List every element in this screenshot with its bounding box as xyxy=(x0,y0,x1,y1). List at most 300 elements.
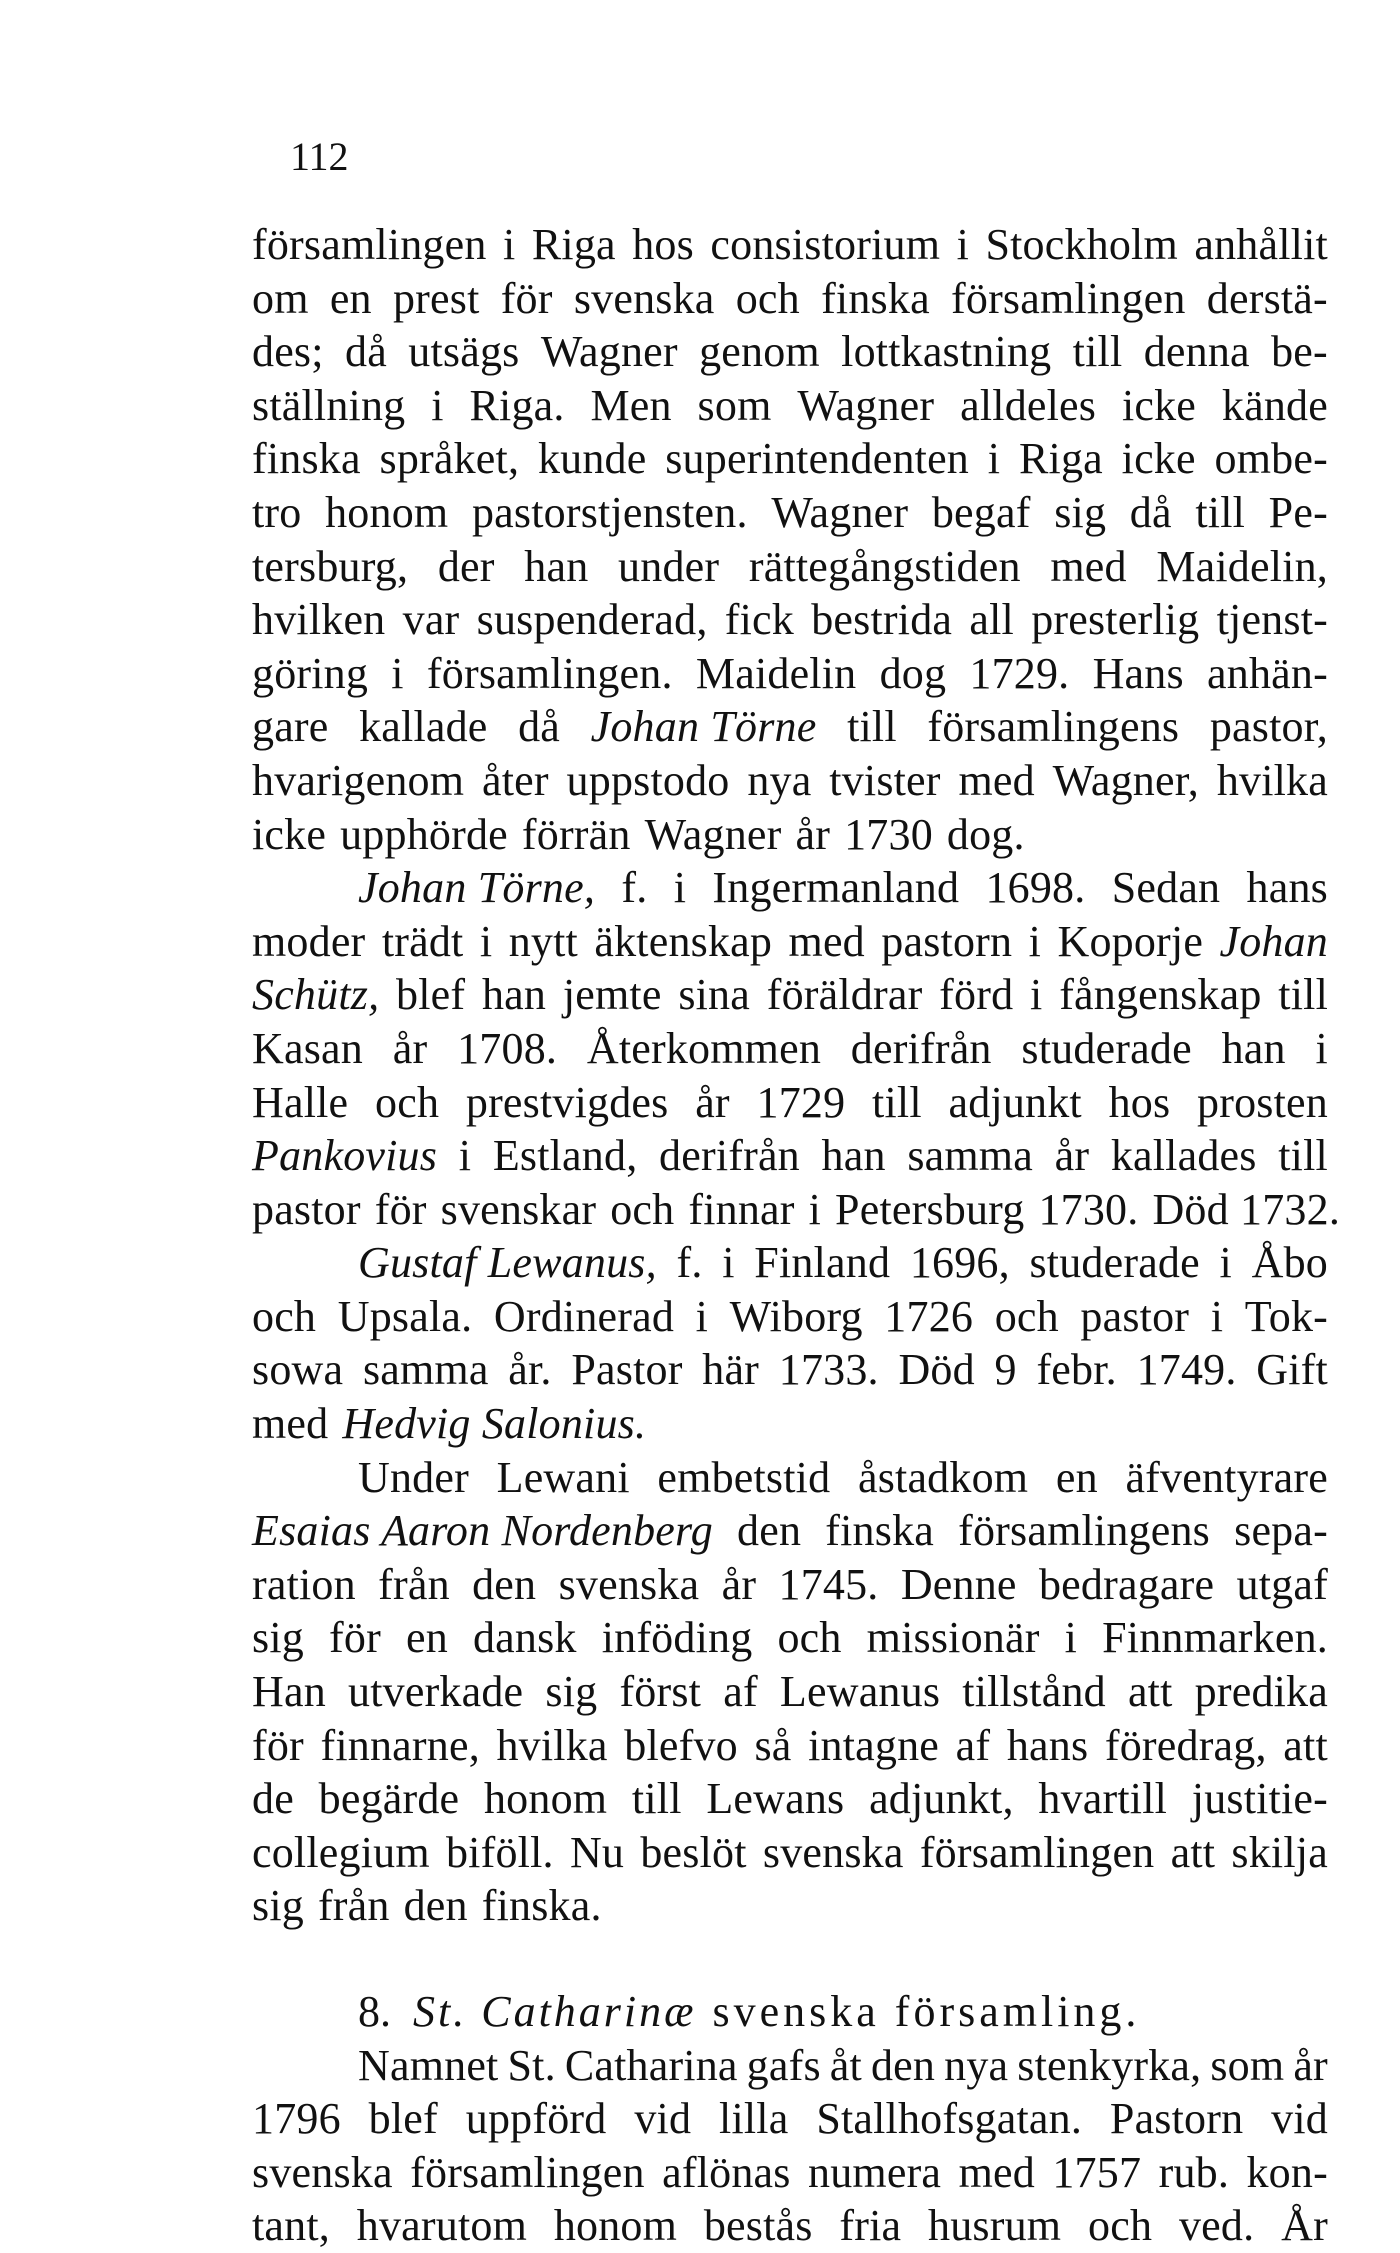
word: ställning xyxy=(252,380,406,430)
word: bestrida xyxy=(811,595,953,645)
section-saint-name: St. Catharinæ xyxy=(413,1987,697,2036)
word: studerade xyxy=(1021,1023,1192,1073)
paragraph-block-2 xyxy=(252,2039,1328,2253)
word: finska xyxy=(825,1506,935,1556)
word: församlingen xyxy=(410,2147,645,2197)
word: från xyxy=(378,1559,450,1609)
word: hos xyxy=(1108,1077,1171,1127)
word: utsägs xyxy=(408,327,520,377)
word: till xyxy=(1072,327,1123,377)
word: ombe- xyxy=(1214,434,1328,484)
word: han xyxy=(481,970,547,1020)
word: hans xyxy=(1006,1720,1089,1770)
word: i xyxy=(479,916,493,966)
word: collegium xyxy=(252,1827,430,1877)
word: Ingermanland xyxy=(712,863,960,913)
word: fick xyxy=(724,595,794,645)
word: Esaias Aaron Nordenberg xyxy=(252,1506,713,1556)
word: prest xyxy=(392,273,480,323)
word: anhållit xyxy=(1194,220,1328,269)
word: biföll. xyxy=(445,1827,554,1877)
word: moder xyxy=(252,916,366,966)
word: förrän xyxy=(521,809,631,859)
word: med xyxy=(788,916,865,966)
word: intagne xyxy=(808,1720,940,1770)
word: bestås xyxy=(703,2201,813,2251)
word: under xyxy=(618,541,720,591)
word: blefvo xyxy=(624,1720,738,1770)
word: så xyxy=(754,1720,792,1770)
word: sig xyxy=(252,1881,304,1931)
word: i xyxy=(1219,1238,1232,1288)
word: vid xyxy=(634,2094,692,2144)
word: församlingens xyxy=(958,1506,1211,1556)
word: i xyxy=(431,380,444,430)
word: Schütz, xyxy=(252,970,380,1020)
word: Återkommen xyxy=(586,1023,822,1073)
word: tjenst- xyxy=(1216,595,1328,645)
word: i xyxy=(458,1131,472,1181)
word: kände xyxy=(1221,380,1328,430)
word: 1698. xyxy=(985,863,1086,913)
word: upphörde xyxy=(340,809,508,859)
word: Stallhofsgatan. xyxy=(816,2094,1083,2144)
word: honom xyxy=(325,487,449,537)
word: svenska xyxy=(762,1827,904,1877)
word: svenskar xyxy=(440,1184,597,1234)
word: adjunkt, xyxy=(869,1774,1014,1824)
word: adjunkt xyxy=(948,1077,1082,1127)
word: f. xyxy=(676,1238,703,1288)
word: Pankovius xyxy=(252,1131,438,1181)
word: presterlig xyxy=(1031,595,1200,645)
word: Catharina xyxy=(564,2040,738,2090)
word: Upsala. xyxy=(337,1291,473,1341)
word: sepa- xyxy=(1234,1506,1328,1556)
word: des; xyxy=(252,327,324,377)
word: de xyxy=(252,1774,294,1824)
word: Wagner xyxy=(797,380,935,430)
text-line xyxy=(252,915,1328,969)
word: rub. xyxy=(1158,2147,1230,2197)
word: Under xyxy=(358,1452,469,1502)
word: hvarutom xyxy=(356,2201,528,2251)
word: göring xyxy=(252,648,369,698)
word: fria xyxy=(839,2201,902,2251)
word: missionär xyxy=(866,1613,1040,1663)
word: dansk xyxy=(472,1613,577,1663)
word: för xyxy=(329,1613,381,1663)
text-line xyxy=(252,1022,1328,1076)
word: år xyxy=(795,809,831,859)
text-line xyxy=(252,218,1328,272)
word: kunde xyxy=(537,434,647,484)
word: af xyxy=(955,1720,991,1770)
word: år xyxy=(695,1077,730,1127)
word: som xyxy=(697,380,772,430)
word: honom xyxy=(483,1774,608,1824)
word: anhän- xyxy=(1207,648,1328,698)
word: församlingen xyxy=(951,273,1186,323)
word: jemte xyxy=(562,970,662,1020)
word: och xyxy=(735,273,800,323)
word: Pastorn xyxy=(1109,2094,1244,2144)
word: 1796 xyxy=(252,2094,341,2144)
word: Gift xyxy=(1256,1345,1328,1395)
word: i xyxy=(673,863,687,913)
word: en xyxy=(405,1613,448,1663)
word: Kasan xyxy=(252,1023,363,1073)
word: stenkyrka, xyxy=(1017,2040,1202,2090)
text-line xyxy=(252,1451,1328,1505)
word: aflönas xyxy=(662,2147,791,2197)
word: Lewanus xyxy=(779,1667,941,1717)
word: han xyxy=(1221,1023,1286,1073)
word: föräldrar xyxy=(766,970,923,1020)
text-line xyxy=(252,1558,1328,1612)
word: Finland xyxy=(754,1238,891,1288)
word: fångenskap xyxy=(1059,970,1262,1020)
word: finnar xyxy=(688,1184,795,1234)
word: prosten xyxy=(1197,1077,1328,1127)
word: då xyxy=(518,702,561,752)
word: lilla xyxy=(719,2094,789,2144)
word: Wagner, xyxy=(1052,755,1199,805)
word: år xyxy=(1054,1131,1090,1181)
word: Han xyxy=(252,1667,326,1717)
word: att xyxy=(1170,1827,1216,1877)
word: Namnet xyxy=(358,2040,499,2090)
word: församlingen. xyxy=(426,648,673,698)
text-line xyxy=(252,379,1328,433)
text-line xyxy=(252,968,1328,1022)
word: med xyxy=(958,755,1035,805)
word: den xyxy=(403,1881,468,1931)
word: för xyxy=(374,1184,427,1234)
word: Denne xyxy=(900,1559,1017,1609)
word: finska xyxy=(252,434,361,484)
word: år. xyxy=(508,1345,552,1395)
word: numera xyxy=(808,2147,942,2197)
text-line xyxy=(252,1826,1328,1880)
word: Wiborg xyxy=(729,1291,863,1341)
word: Lewans xyxy=(706,1774,845,1824)
word: Riga. xyxy=(469,380,565,430)
text-line xyxy=(252,1343,1328,1397)
word: sowa xyxy=(252,1345,344,1395)
word: svenska xyxy=(573,273,715,323)
word: han xyxy=(524,541,589,591)
word: med xyxy=(252,1399,329,1449)
paragraph-block-1 xyxy=(252,218,1341,1933)
word: till xyxy=(1278,1131,1328,1181)
word: pastor xyxy=(252,1184,361,1234)
word: som xyxy=(1210,2040,1285,2090)
word: nytt xyxy=(508,916,578,966)
word: församlingens xyxy=(927,702,1180,752)
word: pastorn xyxy=(881,916,1013,966)
word: finska xyxy=(821,273,930,323)
word: Finnmarken. xyxy=(1102,1613,1328,1663)
word: Pe- xyxy=(1268,487,1328,537)
word: nya xyxy=(747,755,812,805)
word: till xyxy=(872,1077,922,1127)
word: sig xyxy=(1054,487,1107,537)
text-line xyxy=(252,808,1328,862)
word: en xyxy=(1055,1452,1098,1502)
word: icke xyxy=(1121,434,1196,484)
word: kallades xyxy=(1110,1131,1257,1181)
word: 1757 xyxy=(1052,2147,1142,2197)
word: församlingen xyxy=(919,1827,1155,1877)
word: tro xyxy=(252,487,302,537)
word: pastor xyxy=(1080,1291,1190,1341)
word: embetstid xyxy=(657,1452,831,1502)
word: hvilka xyxy=(496,1720,608,1770)
text-line xyxy=(252,1611,1328,1665)
word: Hedvig Salonius. xyxy=(342,1399,647,1449)
word: i xyxy=(503,220,516,269)
word: derifrån xyxy=(850,1023,992,1073)
word: i xyxy=(956,220,969,269)
word: hvilken xyxy=(252,595,386,645)
word: utverkade xyxy=(348,1667,524,1717)
word: i xyxy=(695,1291,709,1341)
body-text xyxy=(252,218,1341,2253)
word: från xyxy=(317,1881,390,1931)
word: tvister xyxy=(829,755,941,805)
word: Koporje xyxy=(1057,916,1204,966)
word: uppstodo xyxy=(566,755,730,805)
word: prestvigdes xyxy=(465,1077,669,1127)
word: pastorstjensten. xyxy=(471,487,748,537)
word: begärde xyxy=(318,1774,460,1824)
word: Maidelin, xyxy=(1156,541,1328,591)
word: finnarne, xyxy=(320,1720,480,1770)
text-line xyxy=(252,540,1328,594)
text-line xyxy=(252,1665,1328,1719)
text-line xyxy=(252,1129,1328,1183)
word: då xyxy=(345,327,387,377)
word: Tok- xyxy=(1244,1291,1328,1341)
word: Ordinerad xyxy=(493,1291,675,1341)
word: der xyxy=(437,541,495,591)
word: samma xyxy=(907,1131,1033,1181)
text-line xyxy=(252,1504,1328,1558)
word: skilja xyxy=(1231,1827,1328,1877)
word: år xyxy=(1293,2040,1328,2090)
word: den xyxy=(472,1559,537,1609)
word: Petersburg xyxy=(835,1184,1025,1234)
word: 1729. xyxy=(969,648,1070,698)
word: År xyxy=(1281,2201,1328,2251)
word: med xyxy=(1050,541,1127,591)
word: för xyxy=(252,1720,304,1770)
word: pastor, xyxy=(1209,702,1328,752)
word: här xyxy=(702,1345,760,1395)
word: af xyxy=(723,1667,758,1717)
word: ration xyxy=(252,1559,356,1609)
word: justitie- xyxy=(1191,1774,1328,1824)
word: samma xyxy=(362,1345,489,1395)
word: sig xyxy=(252,1613,304,1663)
word: hvarigenom xyxy=(252,755,465,805)
word: bedragare xyxy=(1038,1559,1215,1609)
word: kallade xyxy=(359,702,488,752)
word: hvilka xyxy=(1216,755,1328,805)
word: föredrag, xyxy=(1104,1720,1267,1770)
word: en xyxy=(329,273,372,323)
word: hos xyxy=(632,220,694,269)
word: sig xyxy=(545,1667,598,1717)
text-line xyxy=(252,272,1328,326)
word: gare xyxy=(252,702,329,752)
text-line xyxy=(252,700,1328,754)
section-title-rest: svenska församling. xyxy=(712,1987,1141,2036)
word: i xyxy=(987,434,1001,484)
word: Sedan xyxy=(1111,863,1221,913)
word: inföding xyxy=(601,1613,753,1663)
word: att xyxy=(1283,1720,1328,1770)
word: för xyxy=(500,273,553,323)
word: St. xyxy=(507,2040,556,2090)
word: 1749. xyxy=(1136,1345,1237,1395)
word: Nu xyxy=(569,1827,625,1877)
word: Wagner xyxy=(644,809,782,859)
text-line xyxy=(252,1183,1341,1237)
word: i xyxy=(1064,1613,1078,1663)
word: i xyxy=(1030,970,1043,1020)
word: Stockholm xyxy=(985,220,1178,269)
text-line xyxy=(252,1772,1328,1826)
word: i xyxy=(1028,916,1042,966)
word: icke xyxy=(252,809,327,859)
word: Lewani xyxy=(496,1452,630,1502)
word: sina xyxy=(678,970,750,1020)
word: då xyxy=(1129,487,1172,537)
word: Johan xyxy=(1219,916,1328,966)
word: år xyxy=(392,1023,428,1073)
text-line xyxy=(252,647,1328,701)
word: Wagner xyxy=(771,487,909,537)
text-line xyxy=(252,432,1328,486)
word: till xyxy=(847,702,897,752)
word: och xyxy=(375,1077,440,1127)
word: 1733. xyxy=(778,1345,879,1395)
word: åter xyxy=(481,755,549,805)
section-gap xyxy=(252,1933,1328,1985)
word: den xyxy=(737,1506,802,1556)
word: i xyxy=(808,1184,822,1234)
word: språket, xyxy=(379,434,520,484)
word: 1726 xyxy=(884,1291,974,1341)
word: husrum xyxy=(928,2201,1062,2251)
word: utgaf xyxy=(1236,1559,1328,1609)
word: Wagner xyxy=(540,327,678,377)
word: rättegångstiden xyxy=(748,541,1021,591)
word: predika xyxy=(1194,1667,1328,1717)
word: förd xyxy=(939,970,1014,1020)
word: Johan Törne, xyxy=(358,863,596,913)
word: Estland, xyxy=(492,1131,638,1181)
word: kon- xyxy=(1246,2147,1328,2197)
word: 1708. xyxy=(457,1023,558,1073)
text-line xyxy=(252,1397,1328,1451)
word: alldeles xyxy=(960,380,1097,430)
text-line xyxy=(252,861,1328,915)
word: trädt xyxy=(381,916,464,966)
word: honom xyxy=(553,2201,678,2251)
word: svenska xyxy=(252,2147,393,2197)
word: att xyxy=(1127,1667,1173,1717)
word: derstä- xyxy=(1206,273,1328,323)
word: be- xyxy=(1271,327,1328,377)
text-line xyxy=(252,593,1328,647)
text-line xyxy=(252,2146,1328,2200)
word: f. xyxy=(621,863,648,913)
word: svenska xyxy=(558,1559,700,1609)
word: och xyxy=(777,1613,842,1663)
word: uppförd xyxy=(465,2094,607,2144)
word: och xyxy=(994,1291,1059,1341)
text-line xyxy=(252,2039,1328,2093)
word: åstadkom xyxy=(857,1452,1029,1502)
word: dog xyxy=(879,648,947,698)
word: derifrån xyxy=(659,1131,800,1181)
word: consistorium xyxy=(710,220,941,269)
word: icke xyxy=(1121,380,1197,430)
word: Åbo xyxy=(1251,1238,1328,1288)
word: Död xyxy=(898,1345,975,1395)
word: tersburg, xyxy=(252,541,409,591)
word: finska. xyxy=(481,1881,602,1931)
section-number: 8. xyxy=(358,1987,391,2036)
word: Hans xyxy=(1092,648,1184,698)
word: Död 1732. xyxy=(1152,1184,1341,1234)
word: församlingen xyxy=(252,220,487,269)
text-line xyxy=(252,1076,1328,1130)
word: och xyxy=(610,1184,675,1234)
text-line xyxy=(252,325,1328,379)
word: lottkastning xyxy=(841,327,1052,377)
word: febr. xyxy=(1036,1345,1117,1395)
word: blef xyxy=(396,970,466,1020)
word: i xyxy=(1315,1023,1328,1073)
word: med xyxy=(958,2147,1035,2197)
page-number: 112 xyxy=(290,134,349,179)
word: studerade xyxy=(1029,1238,1200,1288)
word: i xyxy=(1210,1291,1224,1341)
word: tant, xyxy=(252,2201,330,2251)
text-line xyxy=(252,486,1328,540)
text-line xyxy=(252,1236,1328,1290)
word: år xyxy=(721,1559,757,1609)
word: äktenskap xyxy=(594,916,773,966)
word: Riga xyxy=(531,220,616,269)
word: tillstånd xyxy=(962,1667,1106,1717)
word: suspenderad, xyxy=(476,595,708,645)
word: och xyxy=(1088,2201,1153,2251)
text-line xyxy=(252,1879,1328,1933)
word: hans xyxy=(1246,863,1328,913)
word: om xyxy=(252,273,309,323)
word: 1745. xyxy=(778,1559,879,1609)
word: gafs xyxy=(746,2040,821,2090)
word: äfventyrare xyxy=(1125,1452,1328,1502)
word: och xyxy=(252,1291,317,1341)
word: Johan Törne xyxy=(590,702,817,752)
word: denna xyxy=(1143,327,1250,377)
